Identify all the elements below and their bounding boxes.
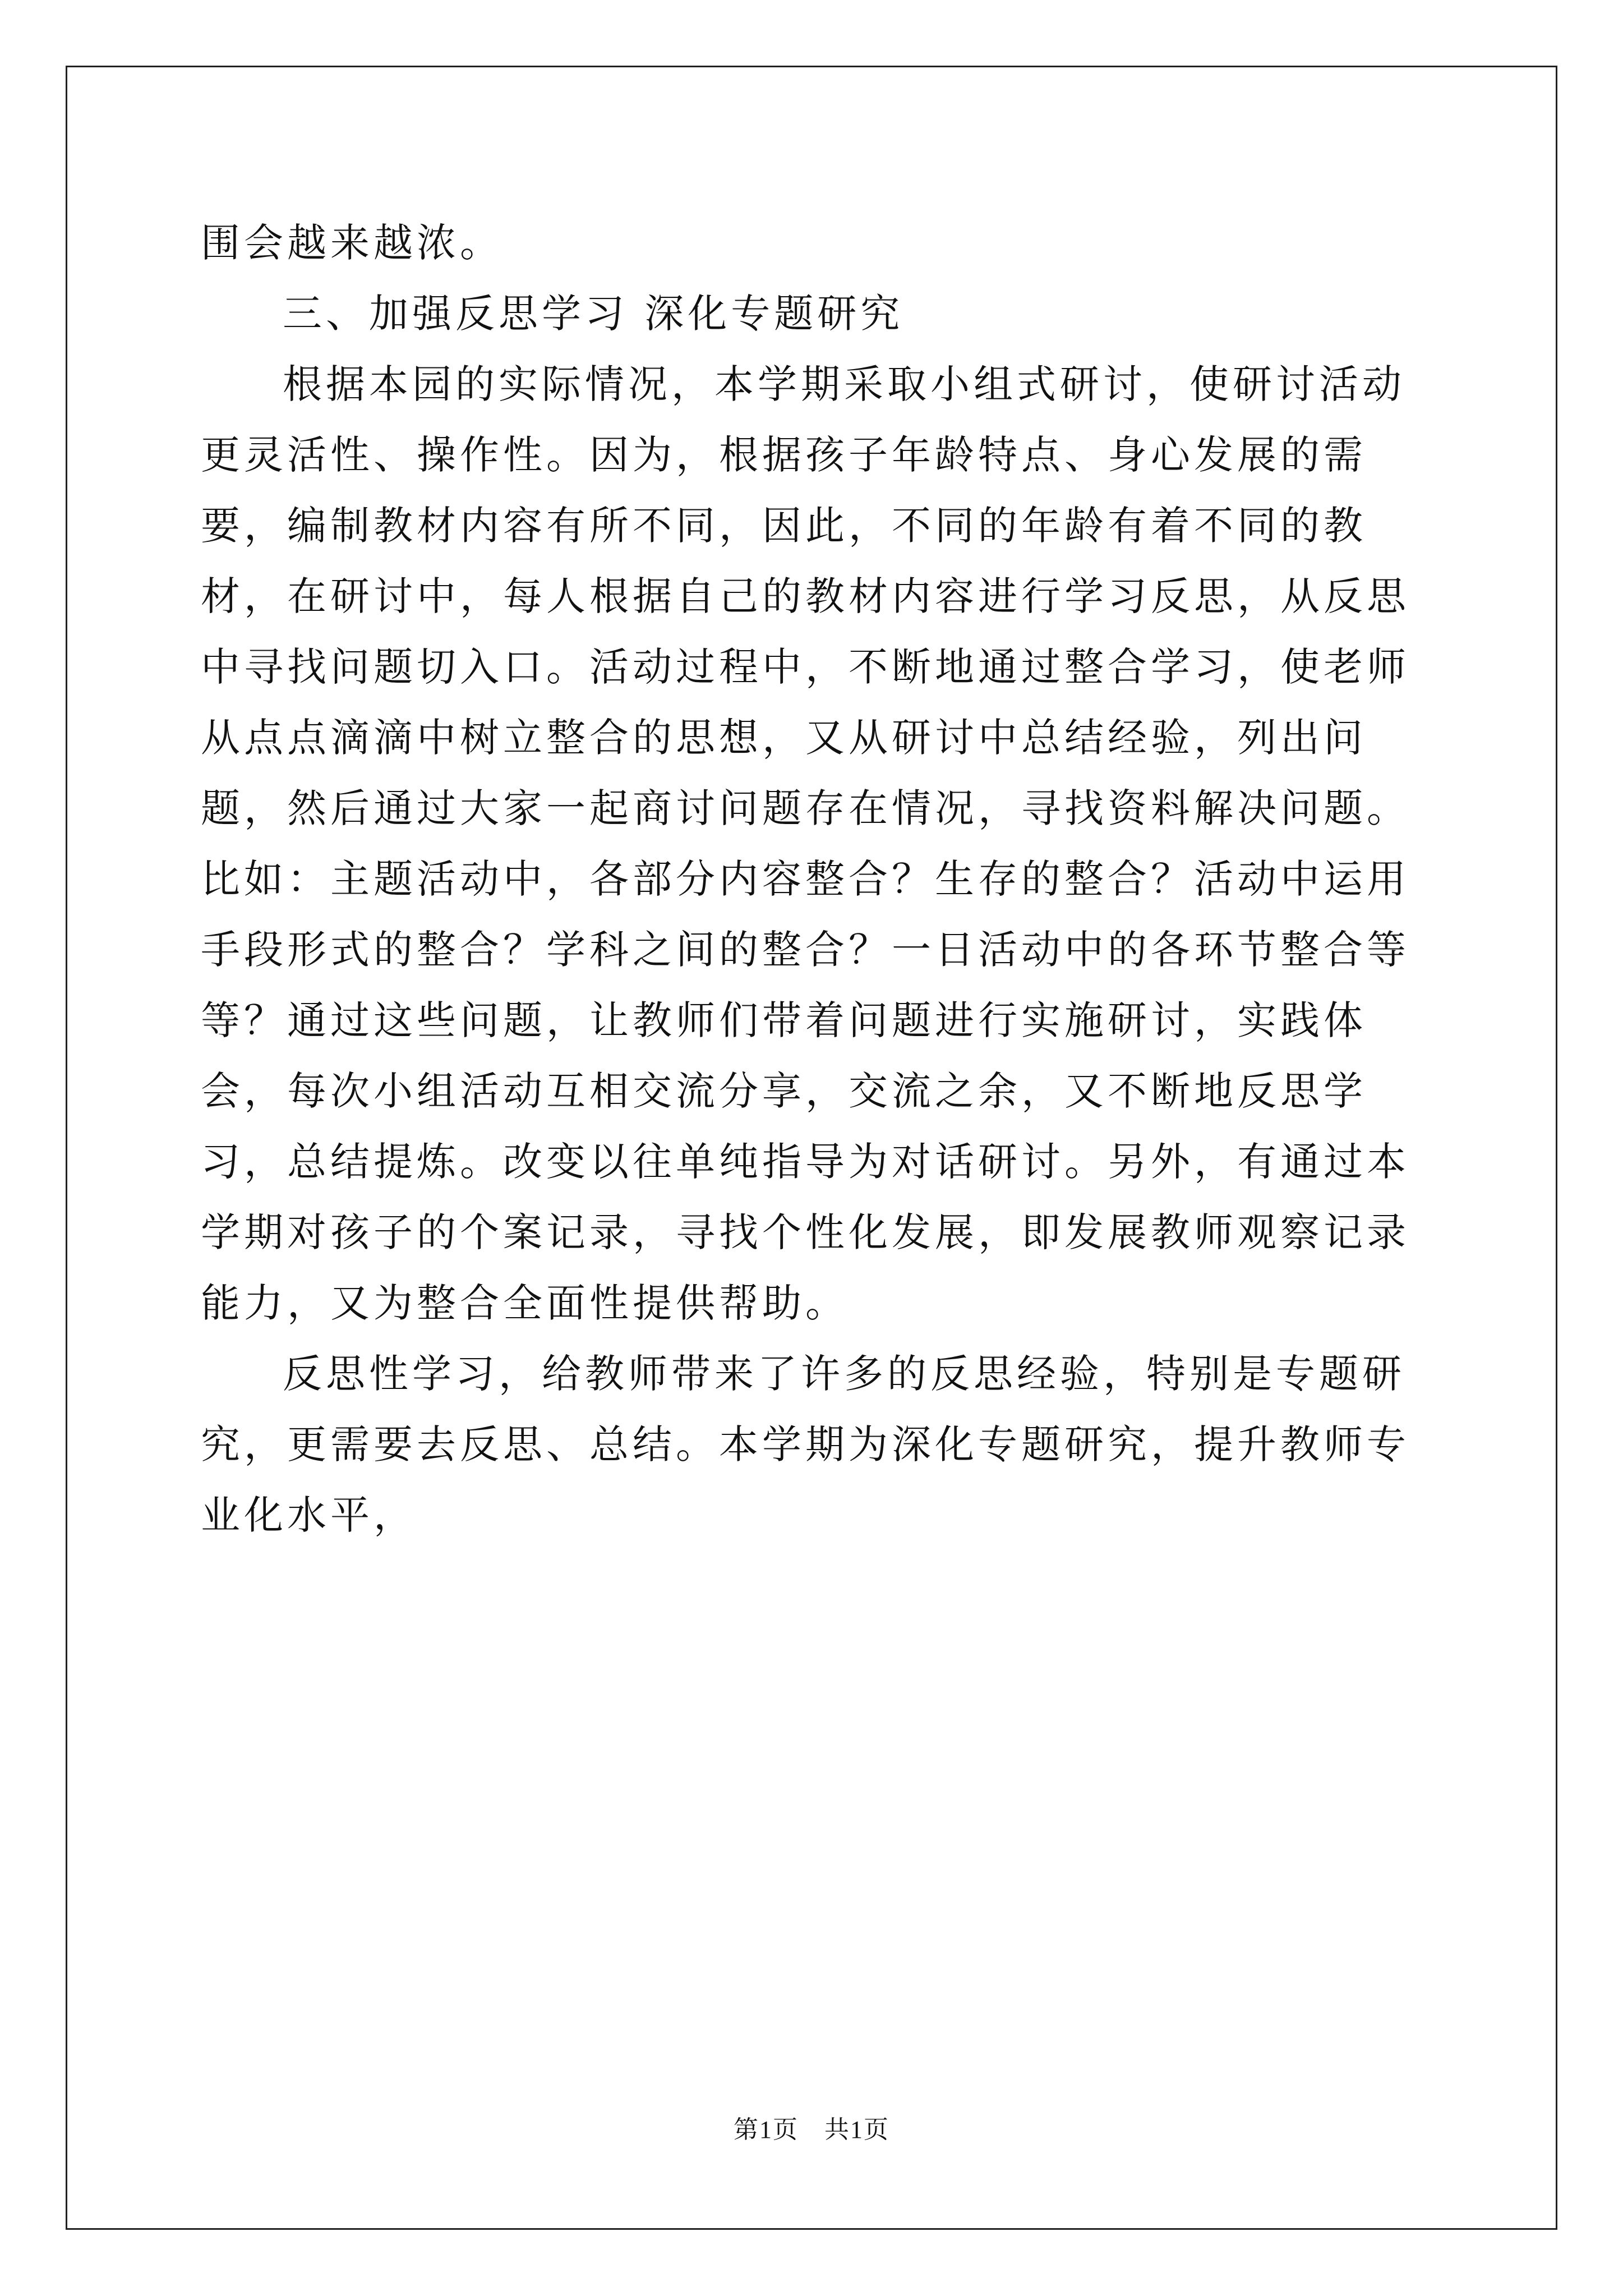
document-body — [201, 208, 1435, 1550]
page-footer — [0, 2109, 1623, 2145]
section-heading: 三、加强反思学习 深化专题研究 — [283, 291, 904, 337]
paragraph-continuation: 围会越来越浓。 — [201, 220, 503, 266]
paragraph: 反思性学习，给教师带来了许多的反思经验，特别是专题研究，更需要去反思、总结。本学期为深化专题研究，提升教师专业化水平， — [201, 1351, 1410, 1538]
page-total: 共1页 — [824, 2116, 889, 2143]
paragraph: 根据本园的实际情况，本学期采取小组式研讨，使研讨活动更灵活性、操作性。因为，根据孩子年龄特点、身心发展的需要，编制教材内容有所不同，因此，不同的年龄有着不同的教材，在研讨中，每人根据自己的教材内容进行学习反思，从反思中寻找问题切入口。活动过程中，不断地通过整合学习，使老师从点点滴滴中树立整合的思想，又从研讨中总结经验，列出问题，然后通过大家一起商讨问题存在情况，寻找资料解决问题。比如：主题活动中，各部分内容整合？生存的整合？活动中运用手段形式的整合？学科之间的整合？一日活动中的各环节整合等等？通过这些问题，让教师们带着问题进行实施研讨，实践体会，每次小组活动互相交流分享，交流之余，又不断地反思学习，总结提炼。改变以往单纯指导为对话研讨。另外，有通过本学期对孩子的个案记录，寻找个性化发展，即发展教师观察记录能力，又为整合全面性提供帮助。 — [201, 361, 1410, 1326]
page-number: 第1页 — [734, 2116, 799, 2143]
